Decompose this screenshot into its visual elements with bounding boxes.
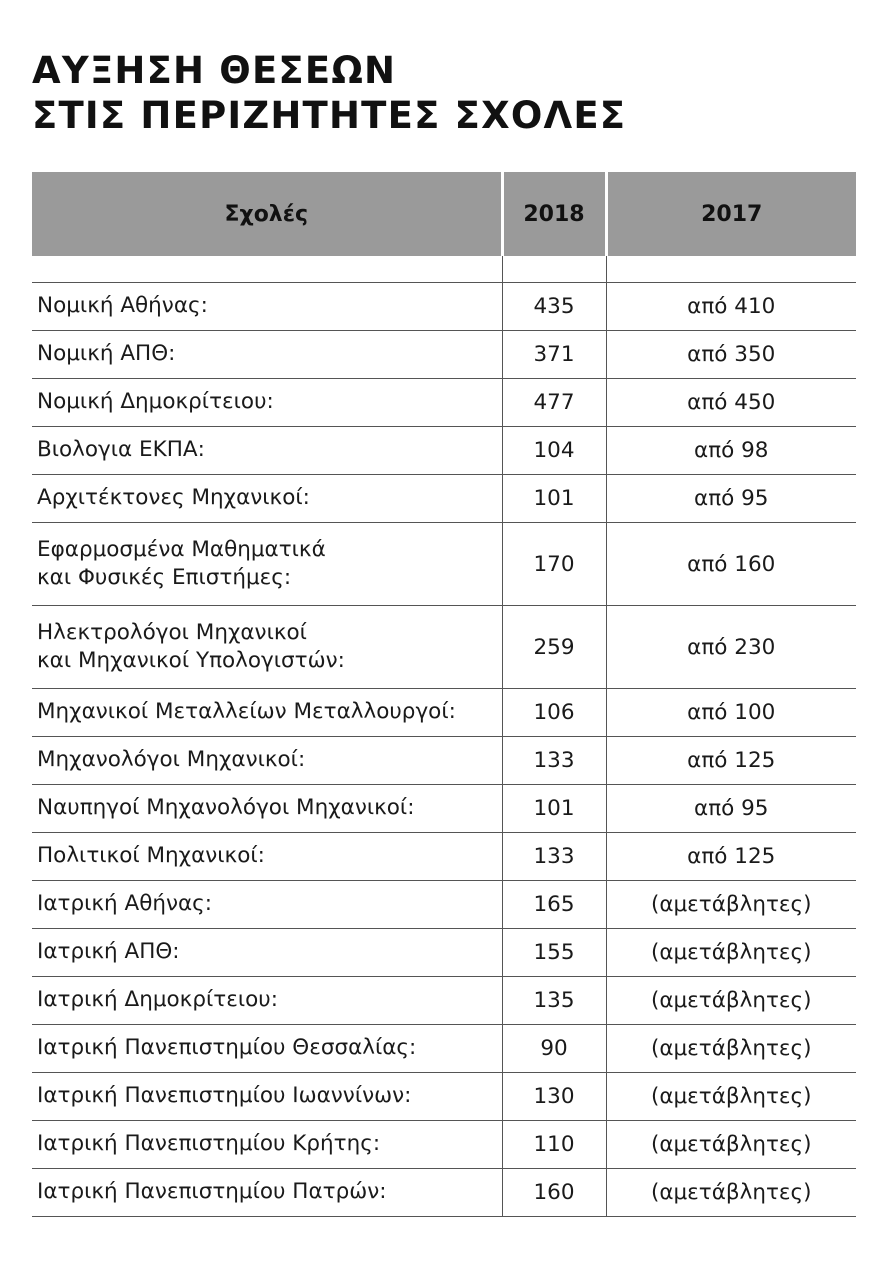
table-row [32,737,856,785]
table-row [32,283,856,331]
cell-value-2017: από 125 [606,737,856,785]
cell-value-2018: 259 [502,606,606,689]
cell-value-2017: (αμετάβλητες) [606,977,856,1025]
table-row [32,331,856,379]
cell-value-2017: από 450 [606,379,856,427]
cell-value-2018: 155 [502,929,606,977]
table-row [32,689,856,737]
table-row [32,1121,856,1169]
cell-school-name: Ιατρική Πανεπιστημίου Κρήτης: [32,1121,502,1169]
cell-value-2018: 160 [502,1169,606,1217]
school-name-line-1: Εφαρμοσμένα Μαθηματικά [37,536,326,562]
cell-value-2017: από 410 [606,283,856,331]
cell-school-name: Ναυπηγοί Μηχανολόγοι Μηχανικοί: [32,785,502,833]
column-header-2018: 2018 [502,172,606,256]
table-row [32,785,856,833]
cell-school-name: Μηχανικοί Μεταλλείων Μεταλλουργοί: [32,689,502,737]
spacer-cell [502,256,606,283]
table-row [32,929,856,977]
cell-value-2017: (αμετάβλητες) [606,1073,856,1121]
table-row [32,833,856,881]
cell-value-2017: (αμετάβλητες) [606,881,856,929]
cell-value-2018: 170 [502,523,606,606]
table-header [32,172,856,256]
cell-value-2018: 101 [502,785,606,833]
cell-value-2018: 110 [502,1121,606,1169]
cell-value-2017: από 230 [606,606,856,689]
cell-school-name: Μηχανολόγοι Μηχανικοί: [32,737,502,785]
table-row [32,1025,856,1073]
cell-value-2018: 90 [502,1025,606,1073]
table-row [32,1073,856,1121]
cell-school-name: Νομική Αθήνας: [32,283,502,331]
cell-value-2018: 106 [502,689,606,737]
school-name-line-2: και Φυσικές Επιστήμες: [37,565,292,590]
cell-value-2017: από 95 [606,475,856,523]
cell-value-2018: 165 [502,881,606,929]
cell-school-name: Ιατρική Δημοκρίτειου: [32,977,502,1025]
cell-school-name: Ιατρική Αθήνας: [32,881,502,929]
spacer-cell [32,256,502,283]
cell-school-name: Πολιτικοί Μηχανικοί: [32,833,502,881]
cell-school-name: Νομική ΑΠΘ: [32,331,502,379]
table-row [32,881,856,929]
cell-school-name: Ιατρική Πανεπιστημίου Πατρών: [32,1169,502,1217]
table-row [32,475,856,523]
table-row [32,606,856,689]
table-row [32,523,856,606]
cell-value-2017: από 95 [606,785,856,833]
table-row [32,427,856,475]
cell-school-name: Ιατρική ΑΠΘ: [32,929,502,977]
cell-school-name: Νομική Δημοκρίτειου: [32,379,502,427]
cell-school-name: Ιατρική Πανεπιστημίου Θεσσαλίας: [32,1025,502,1073]
cell-school-name [32,523,502,606]
column-header-2017: 2017 [606,172,856,256]
table-body [32,256,856,1217]
table-row [32,379,856,427]
cell-value-2018: 477 [502,379,606,427]
title-line-1: ΑΥΞΗΣΗ ΘΕΣΕΩΝ [32,49,397,92]
schools-table [32,172,856,1217]
page-title [32,48,832,138]
spacer-cell [606,256,856,283]
schools-table-container [32,172,856,1217]
table-spacer-row [32,256,856,283]
cell-value-2018: 133 [502,833,606,881]
cell-value-2018: 435 [502,283,606,331]
cell-value-2018: 101 [502,475,606,523]
cell-school-name [32,606,502,689]
title-line-2: ΣΤΙΣ ΠΕΡΙΖΗΤΗΤΕΣ ΣΧΟΛΕΣ [32,94,627,137]
cell-value-2017: από 125 [606,833,856,881]
cell-value-2018: 104 [502,427,606,475]
cell-value-2018: 135 [502,977,606,1025]
cell-value-2017: από 350 [606,331,856,379]
cell-value-2017: (αμετάβλητες) [606,1025,856,1073]
cell-school-name: Βιολογια ΕΚΠΑ: [32,427,502,475]
cell-value-2017: από 100 [606,689,856,737]
cell-value-2018: 130 [502,1073,606,1121]
cell-value-2017: (αμετάβλητες) [606,1121,856,1169]
column-header-schools: Σχολές [32,172,502,256]
cell-value-2017: από 160 [606,523,856,606]
cell-school-name: Αρχιτέκτονες Μηχανικοί: [32,475,502,523]
table-header-row [32,172,856,256]
cell-value-2018: 133 [502,737,606,785]
school-name-line-2: και Μηχανικοί Υπολογιστών: [37,648,345,673]
table-row [32,1169,856,1217]
cell-value-2017: (αμετάβλητες) [606,1169,856,1217]
cell-value-2017: (αμετάβλητες) [606,929,856,977]
cell-school-name: Ιατρική Πανεπιστημίου Ιωαννίνων: [32,1073,502,1121]
school-name-line-1: Ηλεκτρολόγοι Μηχανικοί [37,619,307,645]
cell-value-2018: 371 [502,331,606,379]
cell-value-2017: από 98 [606,427,856,475]
table-row [32,977,856,1025]
